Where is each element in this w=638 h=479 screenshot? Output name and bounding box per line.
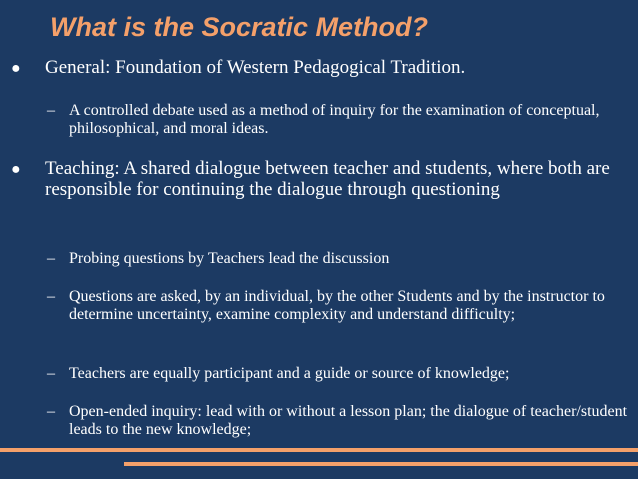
bullet-text: Teaching: A shared dialogue between teacher and students, where both are responsible for continuing the dialogue through questioning (45, 158, 610, 200)
bullet-dot-icon: ● (11, 161, 21, 178)
dash-icon: – (47, 288, 55, 305)
footer-divider-line (0, 448, 638, 452)
subitem-text: Teachers are equally participant and a guide or source of knowledge; (69, 365, 510, 382)
subitem-teachers-participant (44, 365, 628, 383)
bullet-teaching (8, 158, 620, 200)
slide-title: What is the Socratic Method? (50, 12, 429, 42)
dash-icon: – (47, 365, 55, 382)
bullet-dot-icon: ● (11, 60, 21, 77)
subitem-controlled-debate (44, 102, 628, 138)
subitem-text: A controlled debate used as a method of inquiry for the examination of conceptual, philosophical, and moral ideas. (69, 102, 600, 137)
dash-icon: – (47, 250, 55, 267)
dash-icon: – (47, 403, 55, 420)
footer-accent-line (124, 462, 638, 466)
subitem-text: Questions are asked, by an individual, by the other Students and by the instructor to determine uncertainty, examine complexity and understand difficulty; (69, 288, 605, 323)
subitem-probing-questions (44, 250, 628, 268)
bullet-general (8, 57, 620, 78)
subitem-open-ended-inquiry (44, 403, 628, 439)
subitem-text: Open-ended inquiry: lead with or without a lesson plan; the dialogue of teacher/student leads to the new knowledge; (69, 403, 628, 438)
dash-icon: – (47, 102, 55, 119)
bullet-text: General: Foundation of Western Pedagogical Tradition. (45, 57, 466, 78)
subitem-text: Probing questions by Teachers lead the discussion (69, 250, 390, 267)
subitem-questions-asked (44, 288, 628, 324)
